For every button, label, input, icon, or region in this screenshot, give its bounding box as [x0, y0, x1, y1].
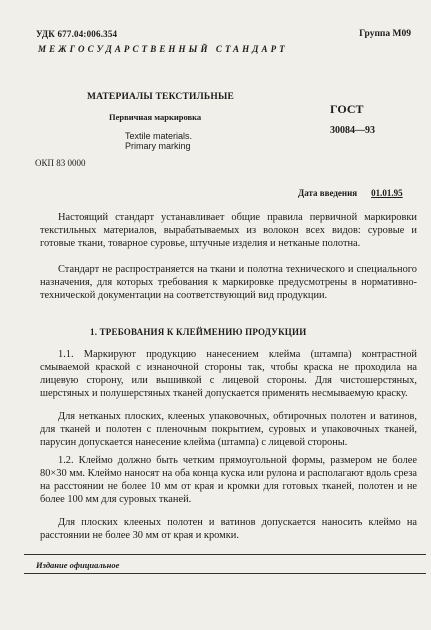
english-title-line-1: Textile materials. [125, 131, 193, 141]
paragraph-1-2-cont: Для плоских клееных полотен и ватинов допускается наносить клеймо на расстоянии не более 30 мм от края и кромки. [40, 517, 417, 541]
standard-type-heading: МЕЖГОСУДАРСТВЕННЫЙ СТАНДАРТ [38, 44, 288, 54]
paragraph-1-2: 1.2. Клеймо должно быть четким прямоугольной формы, размером не более 80×30 мм. Клеймо наносят на оба конца куска или рулона и располагают вдоль среза на расстоянии не более 10 мм от края и кромки для готовых тканей, полотен и не более 100 мм для суровых тканей. [40, 455, 417, 505]
document-subtitle: Первичная маркировка [109, 112, 202, 122]
document-title: МАТЕРИАЛЫ ТЕКСТИЛЬНЫЕ [87, 92, 235, 102]
udk-code: УДК 677.04:006.354 [36, 29, 118, 39]
paragraph-1-1: 1.1. Маркируют продукцию нанесением клейма (штампа) контрастной смываемой краской с изнаночной стороны так, чтобы краска не проходила на лицевую сторону, или вышивкой с лицевой стороны. Для чистошерстяных, шерстяных и полушерстяных тканей допускается применять несмываемую краску. [40, 349, 417, 399]
group-code: Группа М09 [359, 29, 411, 39]
effective-date [298, 188, 403, 198]
effective-date-value: 01.01.95 [371, 188, 403, 198]
official-edition-note: Издание официальное [36, 560, 120, 570]
paragraph-exclusions: Стандарт не распространяется на ткани и полотна технического и специального назначения, для которых требования к маркировке предусмотрены в нормативно-технической документации на соответствующий вид продукции. [40, 264, 417, 301]
english-title [125, 131, 234, 151]
okp-code: ОКП 83 0000 [35, 158, 86, 168]
gost-label: ГОСТ [330, 102, 364, 116]
document-title-block [87, 92, 234, 151]
footer-divider-bottom [24, 573, 426, 574]
footer-divider-top [24, 554, 426, 555]
paragraph-1-1-cont: Для нетканых плоских, клееных упаковочных, обтирочных полотен и ватинов, для тканей и полотен с пленочным покрытием, суровых и упаковочных тканей, парусин допускается нанесение клейма (штампа) с лицевой стороны. [40, 411, 417, 448]
section-heading: 1. ТРЕБОВАНИЯ К КЛЕЙМЕНИЮ ПРОДУКЦИИ [90, 327, 307, 337]
gost-designation [330, 102, 375, 138]
effective-date-label: Дата введения [298, 188, 358, 198]
gost-number: 30084—93 [330, 125, 375, 136]
paragraph-scope: Настоящий стандарт устанавливает общие правила первичной маркировки текстильных материалов, вырабатываемых из волокон всех видов: суровые и готовые ткани, товарное суровье, штучные изделия и нетканые полотна. [40, 212, 417, 249]
english-title-line-2: Primary marking [125, 141, 191, 151]
